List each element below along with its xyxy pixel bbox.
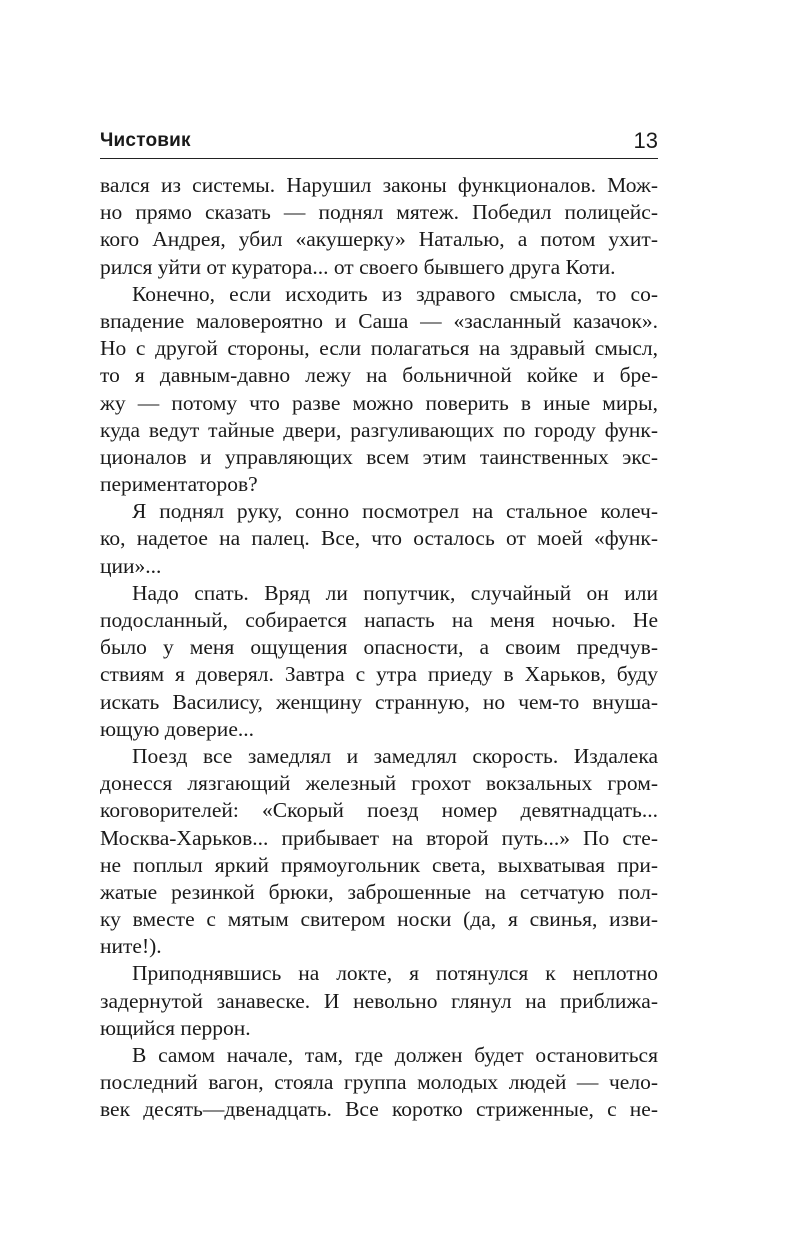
text-line: донесся лязгающий железный грохот вокзальных гром- [100,771,658,796]
running-title: Чистовик [100,130,191,151]
text-line: Приподнявшись на локте, я потянулся к неплотно [132,961,658,986]
text-line: кого Андрея, убил «акушерку» Наталью, а потом ухит- [100,227,658,252]
text-line: В самом начале, там, где должен будет остановиться [132,1043,658,1067]
text-line: ющийся перрон. [100,1015,251,1040]
text-line: рился уйти от куратора... от своего бывшего друга Коти. [100,254,616,279]
text-line: впадение маловероятно и Саша — «засланный казачок». [100,308,658,333]
text-line: подосланный, собирается напасть на меня ночью. Не [100,608,658,632]
text-line: ку вместе с мятым свитером носки (да, я свинья, изви- [100,907,658,932]
text-line: ции»... [100,553,162,578]
text-line: ните!). [100,934,162,959]
text-line: ствиям я доверял. Завтра с утра приеду в Харьков, буду [100,662,658,687]
text-line: коговорителей: «Скорый поезд номер девятнадцать... [100,798,658,823]
page-number: 13 [633,128,658,153]
text-line: Надо спать. Вряд ли попутчик, случайный он или [132,580,658,605]
text-line: Конечно, если исходить из здравого смысла, то со- [132,281,658,306]
text-line: куда ведут тайные двери, разгуливающих по городу функ- [100,417,658,442]
text-line: ционалов и управляющих всем этим таинственных экс- [100,444,658,469]
text-line: жатые резинкой брюки, заброшенные на сетчатую пол- [100,879,658,904]
text-line: вался из системы. Нарушил законы функционалов. Мож- [100,173,658,197]
text-line: Москва-Харьков... прибывает на второй путь...» По сте- [100,825,658,850]
text-line: периментаторов? [100,472,258,497]
text-line: век десять—двенадцать. Все коротко стриженные, с не- [100,1097,658,1122]
text-line: то я давным-давно лежу на больничной койке и бре- [100,363,658,388]
text-line: не поплыл яркий прямоугольник света, выхватывая при- [100,852,658,877]
text-line: задернутой занавеске. И невольно глянул на приближа- [100,988,658,1013]
text-line: но прямо сказать — поднял мятеж. Победил полицейс- [100,200,658,225]
text-line: Поезд все замедлял и замедлял скорость. Издалека [132,743,658,768]
text-line: последний вагон, стояла группа молодых людей — чело- [100,1070,658,1095]
text-line: Но с другой стороны, если полагаться на здравый смысл, [100,336,658,361]
text-line: Я поднял руку, сонно посмотрел на стальное колеч- [132,499,658,524]
body-text [100,172,658,1124]
text-line: было у меня ощущения опасности, а своим предчув- [100,635,658,660]
text-line: искать Василису, женщину странную, но чем-то внуша- [100,689,658,714]
page-header [100,128,658,159]
text-line: жу — потому что разве можно поверить в иные миры, [100,390,658,415]
text-line: ко, надетое на палец. Все, что осталось от моей «функ- [100,526,658,551]
text-line: ющую доверие... [100,716,254,741]
